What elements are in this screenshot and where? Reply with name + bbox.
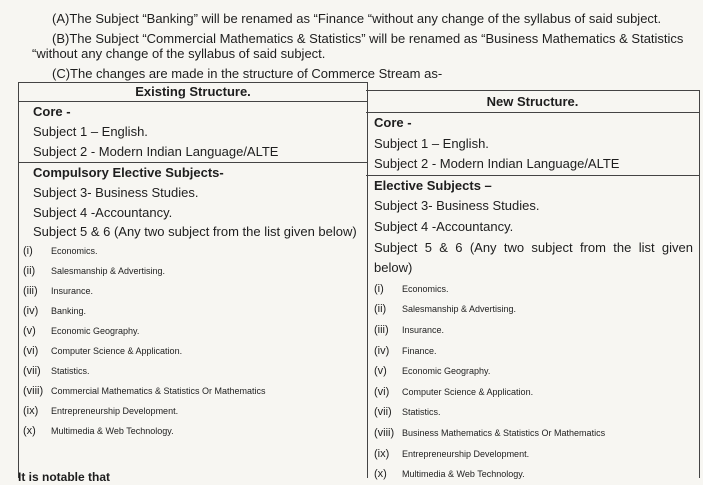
existing-subject-3: Subject 3- Business Studies. [33,185,199,200]
list-item-text: Salesmanship & Advertising. [402,304,517,315]
new-subject-3: Subject 3- Business Studies. [374,198,540,214]
intro-point-c: (C)The changes are made in the structure of Commerce Stream as- [52,66,443,81]
list-item-text: Entrepreneurship Development. [51,406,179,416]
list-item-number: (viii) [374,426,395,439]
list-item-number: (iv) [23,305,39,317]
list-item-number: (iv) [374,344,390,357]
intro-point-b: (B)The Subject “Commercial Mathematics & Statistics” will be renamed as “Business Mathematics & Statistics [52,31,684,46]
new-list-item [366,341,699,362]
new-list-item [366,382,699,403]
new-list-item [366,423,699,444]
list-item-number: (ix) [23,405,39,417]
existing-list-item [19,401,367,421]
list-item-text: Multimedia & Web Technology. [51,426,174,436]
structure-table [18,82,700,481]
new-elective-heading: Elective Subjects – [366,175,699,197]
list-item-text: Statistics. [51,366,90,376]
new-structure-column [366,90,700,481]
list-item-number: (ii) [374,303,387,316]
existing-list-item [19,361,367,381]
existing-list-item [19,381,367,401]
list-item-text: Commercial Mathematics & Statistics Or Mathematics [51,386,266,396]
list-item-number: (vii) [23,365,41,377]
list-item-number: (v) [374,365,387,378]
list-item-number: (v) [23,325,36,337]
new-subject-1: Subject 1 – English. [374,135,489,151]
list-item-text: Business Mathematics & Statistics Or Mathematics [402,427,606,438]
list-item-text: Salesmanship & Advertising. [51,266,166,276]
new-subject-2: Subject 2 - Modern Indian Language/ALTE [374,156,620,172]
list-item-text: Economic Geography. [51,326,140,336]
existing-list-item [19,261,367,281]
list-item-text: Economics. [51,246,98,256]
new-list-item [366,361,699,382]
list-item-text: Insurance. [51,286,94,296]
existing-core: Core - [33,104,71,119]
existing-list-item [19,341,367,361]
existing-subject-1: Subject 1 – English. [33,124,148,139]
list-item-text: Computer Science & Application. [402,386,534,397]
existing-header: Existing Structure. [19,83,367,102]
existing-list-item [19,241,367,261]
existing-elective-heading: Compulsory Elective Subjects- [19,162,367,183]
existing-list-item [19,281,367,301]
list-item-text: Multimedia & Web Technology. [402,469,525,480]
new-subject-4: Subject 4 -Accountancy. [374,218,514,234]
list-item-number: (i) [23,245,33,257]
list-item-number: (vi) [23,345,39,357]
new-list-item [366,279,699,300]
existing-subject-5-6: Subject 5 & 6 (Any two subject from the list given below) [33,224,357,239]
existing-list-item [19,321,367,341]
list-item-number: (ix) [374,447,390,460]
list-item-number: (viii) [23,385,44,397]
intro-point-a: (A)The Subject “Banking” will be renamed as “Finance “without any change of the syllabus of said subject. [52,11,662,26]
list-item-number: (x) [23,425,36,437]
existing-elective-list [19,241,367,441]
new-list-item [366,464,699,485]
new-list-item [366,402,699,423]
footer-text: It is notable that [18,470,111,484]
existing-structure-column [18,82,368,478]
intro-point-b-cont: “without any change of the syllabus of said subject. [32,46,326,61]
new-header: New Structure. [366,91,699,113]
existing-subject-4: Subject 4 -Accountancy. [33,205,173,220]
new-list-item [366,299,699,320]
new-subject-5-6: Subject 5 & 6 (Any two subject from the list given below) [374,239,693,276]
new-list-item [366,444,699,465]
list-item-text: Banking. [51,306,87,316]
list-item-text: Insurance. [402,324,445,335]
list-item-number: (i) [374,282,384,295]
list-item-text: Finance. [402,345,437,356]
list-item-number: (vii) [374,406,392,419]
list-item-number: (iii) [23,285,38,297]
existing-subject-2: Subject 2 - Modern Indian Language/ALTE [33,144,279,159]
list-item-text: Computer Science & Application. [51,346,183,356]
list-item-text: Entrepreneurship Development. [402,448,530,459]
list-item-number: (ii) [23,265,36,277]
list-item-number: (vi) [374,385,390,398]
existing-list-item [19,421,367,441]
list-item-number: (x) [374,468,387,481]
list-item-text: Economic Geography. [402,366,491,377]
existing-list-item [19,301,367,321]
list-item-text: Statistics. [402,407,441,418]
new-elective-list [366,279,699,485]
new-list-item [366,320,699,341]
list-item-number: (iii) [374,323,389,336]
list-item-text: Economics. [402,283,449,294]
new-core: Core - [374,115,412,130]
